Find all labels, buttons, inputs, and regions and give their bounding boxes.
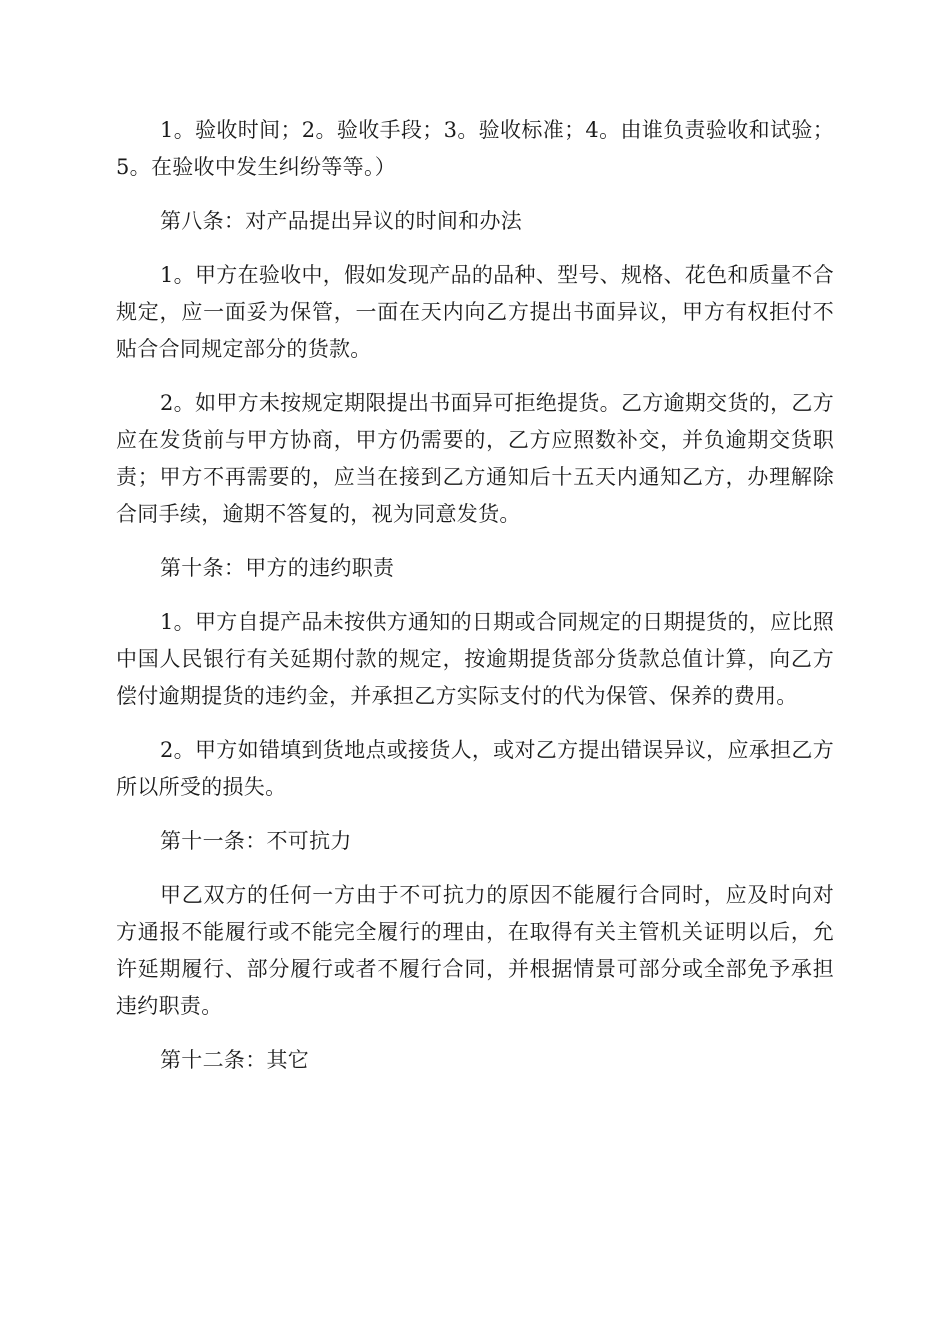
paragraph-article-8-clause-2: 2。如甲方未按规定期限提出书面异可拒绝提货。乙方逾期交货的，乙方应在发货前与甲方协商，甲方仍需要的，乙方应照数补交，并负逾期交货职责；甲方不再需要的，应当在接到乙方通知后十五天内通知乙方，办理解除合同手续，逾期不答复的，视为同意发货。 xyxy=(116,391,834,526)
heading-article-10: 第十条：甲方的违约职责 xyxy=(160,556,395,580)
heading-article-12: 第十二条：其它 xyxy=(160,1048,310,1072)
paragraph-article-11-body: 甲乙双方的任何一方由于不可抗力的原因不能履行合同时，应及时向对方通报不能履行或不能完全履行的理由，在取得有关主管机关证明以后，允许延期履行、部分履行或者不履行合同，并根据情景可部分或全部免予承担违约职责。 xyxy=(116,883,834,1018)
heading-article-8: 第八条：对产品提出异议的时间和办法 xyxy=(160,209,523,233)
paragraph-article-10-clause-1: 1。甲方自提产品未按供方通知的日期或合同规定的日期提货的，应比照中国人民银行有关延期付款的规定，按逾期提货部分货款总值计算，向乙方偿付逾期提货的违约金，并承担乙方实际支付的代为保管、保养的费用。 xyxy=(116,610,834,708)
heading-article-11: 第十一条：不可抗力 xyxy=(160,829,352,853)
paragraph-article-8-clause-1: 1。甲方在验收中，假如发现产品的品种、型号、规格、花色和质量不合规定，应一面妥为保管，一面在天内向乙方提出书面异议，甲方有权拒付不贴合合同规定部分的货款。 xyxy=(116,263,834,361)
paragraph-acceptance-items: 1。验收时间；2。验收手段；3。验收标准；4。由谁负责验收和试验；5。在验收中发生纠纷等等。） xyxy=(116,118,834,179)
paragraph-article-10-clause-2: 2。甲方如错填到货地点或接货人，或对乙方提出错误异议，应承担乙方所以所受的损失。 xyxy=(116,738,834,799)
document-body xyxy=(116,112,834,1096)
